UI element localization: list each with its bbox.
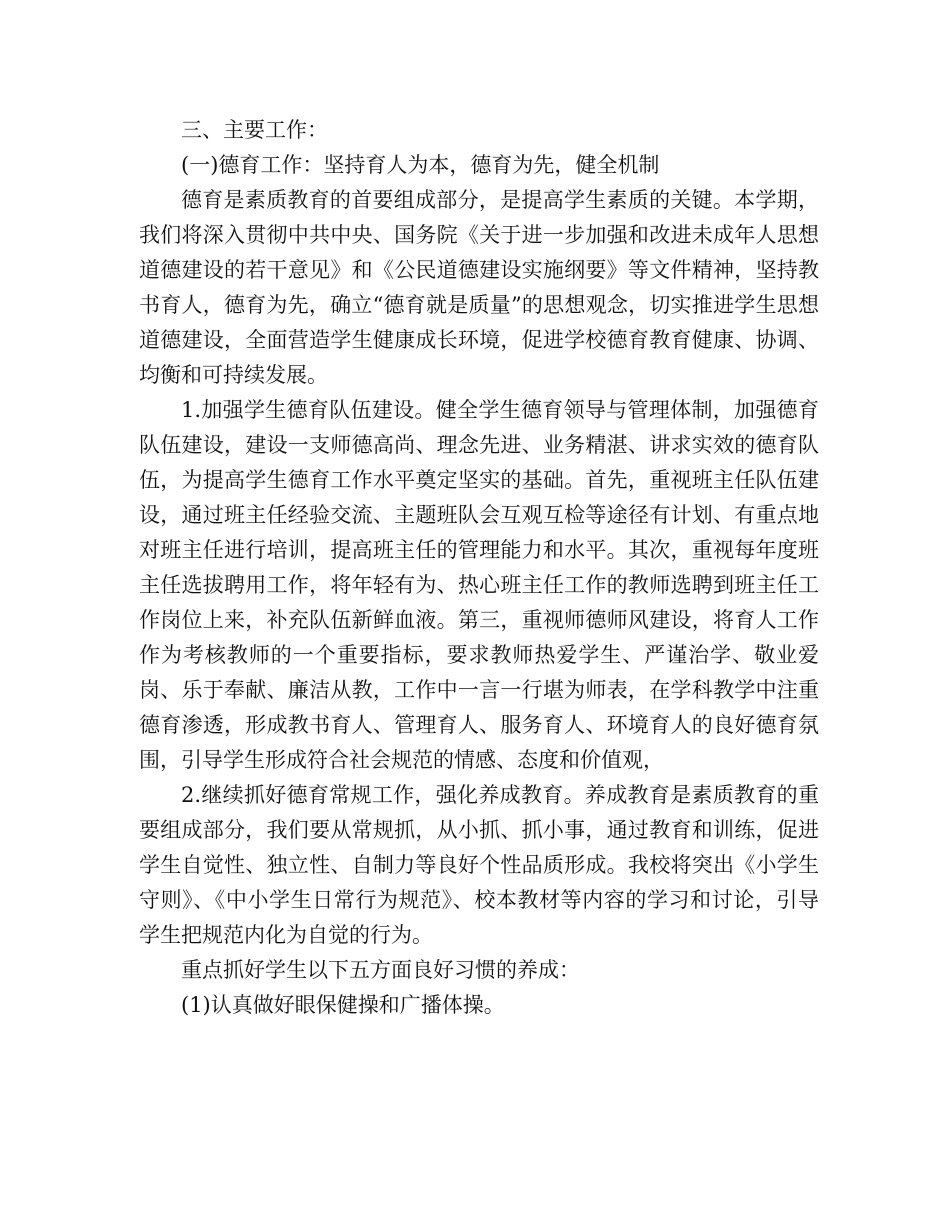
list-item: (1)认真做好眼保健操和广播体操。 (181, 993, 505, 1017)
paragraph: 1.加强学生德育队伍建设。健全学生德育领导与管理体制，加强德育队伍建设，建设一支师德高尚、理念先进、业务精湛、讲求实效的德育队伍，为提高学生德育工作水平奠定坚实的基础。首先，重视班主任队伍建设，通过班主任经验交流、主题班队会互观互检等途径有计划、有重点地对班主任进行培训，提高班主任的管理能力和水平。其次，重视每年度班主任选拔聘用工作，将年轻有为、热心班主任工作的教师选聘到班主任工作岗位上来，补充队伍新鲜血液。第三，重视师德师风建设，将育人工作作为考核教师的一个重要指标，要求教师热爱学生、严谨治学、敬业爱岗、乐于奉献、廉洁从教，工作中一言一行堪为师表，在学科教学中注重德育渗透，形成教书育人、管理育人、服务育人、环境育人的良好德育氛围，引导学生形成符合社会规范的情感、态度和价值观， (139, 398, 819, 772)
paragraph: 德育是素质教育的首要组成部分，是提高学生素质的关键。本学期，我们将深入贯彻中共中央、国务院《关于进一步加强和改进未成年人思想道德建设的若干意见》和《公民道德建设实施纲要》等文件精神，坚持教书育人，德育为先，确立“德育就是质量”的思想观念，切实推进学生思想道德建设，全面营造学生健康成长环境，促进学校德育教育健康、协调、均衡和可持续发展。 (139, 188, 819, 387)
paragraph: 重点抓好学生以下五方面良好习惯的养成： (181, 958, 580, 982)
subsection-heading: (一)德育工作：坚持育人为本，德育为先，健全机制 (181, 153, 660, 177)
document-body (139, 113, 819, 1023)
section-heading: 三、主要工作： (181, 118, 328, 142)
paragraph: 2.继续抓好德育常规工作，强化养成教育。养成教育是素质教育的重要组成部分，我们要从常规抓，从小抓、抓小事，通过教育和训练，促进学生自觉性、独立性、自制力等良好个性品质形成。我校将突出《小学生守则》、《中小学生日常行为规范》、校本教材等内容的学习和讨论，引导学生把规范内化为自觉的行为。 (139, 783, 819, 947)
